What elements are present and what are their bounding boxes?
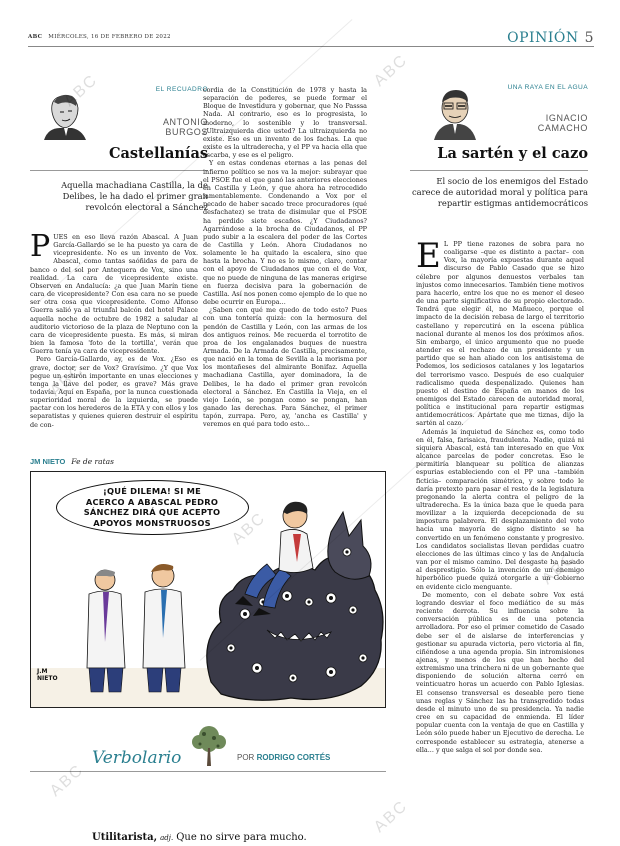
article-body-right [416, 236, 584, 754]
cartoon-label [30, 457, 114, 466]
watermark: ABC [370, 797, 412, 836]
tree-icon [188, 722, 230, 768]
section-name: OPINIÓN [507, 30, 579, 46]
byline-author: RODRIGO CORTÉS [256, 753, 331, 762]
dropcap-left: P [30, 229, 51, 264]
watermark: ABC [370, 51, 412, 90]
paragraph-text: UES en eso lleva razón Abascal. A Juan García-Gallardo se le ha puesto ya cara de vicepresidente. No es un invento de Vox. Abascal, como tantas saóñidas de para de banco o del sol por Antequera de Vox, sino una realidad. La cara de vicepresidente existe. Observen en Andalucía: ¿a que Juan Marín tiene cara de vicepresidente? Con esa cara no se puede ser otra cosa que vicepresidente. Como Alfonso Guerra salió ya al triunfal balcón del hotel Palace aquella noche de octubre de 1982 a saludar al auditorio victorioso de la plaza de Neptuno con la cara de vicepresidente puesta. Es más, si miran bien la famosa 'foto de la tortilla', verán que Guerra tenía ya cara de vicepresidente. [30, 233, 198, 356]
verbolario-word: Utilitarista, [92, 832, 158, 843]
article-title-left: Castellanías [108, 145, 208, 162]
author-last-right: CAMACHO [537, 123, 588, 133]
watermark: ABC [538, 549, 580, 588]
paragraph [416, 236, 584, 428]
article-body-left-col2 [203, 86, 367, 429]
paragraph: Pero García-Gallardo, ay, es de Vox. ¿Eso es grave, doctor, ser de Vox? Gravísimo. ¿Y que Vox pegue un estirón importante en unas elecciones y tenga la llave del poder, es grave? Más grave todavía. Aquí en España, por la nunca cuestionada superioridad moral de la izquierda, se puede pactar con los herederos de la ETA y con ellos y los separatistas y quienes quieren destruir el espíritu de con- [30, 355, 198, 429]
cartoon-panel [30, 471, 386, 708]
header-rule [28, 46, 594, 47]
dropcap-right: E [416, 236, 441, 276]
byline-label: POR [237, 753, 255, 762]
article-title-right: La sartén y el cazo [437, 145, 588, 162]
verbolario-byline [237, 753, 330, 762]
signature-line: J.M [37, 668, 48, 675]
author-last-left: BURGOS [165, 127, 208, 137]
paragraph-text: L PP tiene razones de sobra para no coaligarse –que es distinto a pactar– con Vox, la mayoría expuestas durante aquel discurso de Pablo Casado que se hizo célebre por algunos denuestos verbales tan injustos como innecesarios. También tiene motivos para hacerlo, entre los que no es menor el deseo de una parte significativa de su propio electorado. Tendrá que elegir él, no Mañueco, porque el impacto de la decisión rebasa de largo el territorio castellano y repercutirá en la escena pública nacional durante al menos los dos próximos años. Sin embargo, el único argumento que no puede atender es el rechazo de un presidente y un partido que se han aliado con los antisistema de Podemos, los sediciosos catalanes y los legatarios del terrorismo vasco. Después de eso cualquier radicalismo queda despenalizado. Quienes han puesto el destino de España en manos de los enemigos del Estado carecen de autoridad moral, política e institucional para repartir estigmas antidemocráticos. Apártate que me tiznas, dijo la sartén al cazo. [416, 240, 584, 428]
verbolario-title: Verbolario [92, 748, 182, 768]
verbolario-category: adj. [160, 834, 174, 842]
author-first-left: ANTONIO [162, 117, 208, 127]
speech-line: SÁNCHEZ DIRÁ QUE ACEPTO [83, 507, 221, 517]
page-number: 5 [584, 30, 594, 46]
article-subtitle-left: Aquella machadiana Castilla, la de Delibes, le ha dado el primer gran revolcón electoral a Sánchez [61, 180, 208, 212]
header-date: MIÉRCOLES, 16 DE FEBRERO DE 2022 [48, 34, 171, 40]
speech-line: ACERCO A ABASCAL PEDRO [85, 496, 219, 507]
title-rule-left [30, 170, 208, 171]
article-body-left-col1 [30, 229, 198, 429]
watermark: ABC [46, 361, 88, 400]
speech-text [77, 486, 227, 528]
title-rule-right [410, 170, 588, 171]
watermark: ABC [46, 761, 88, 800]
author-first-right: IGNACIO [545, 113, 588, 123]
signature-line: NIETO [37, 675, 58, 682]
column-kicker-right: UNA RAYA EN EL AGUA [507, 84, 588, 91]
speech-line: APOYOS MONSTRUOSOS [93, 517, 211, 528]
verbolario-definition [92, 832, 307, 843]
header-section [507, 30, 594, 46]
verbolario-meaning: Que no sirve para mucho. [176, 832, 307, 843]
cartoon-title: Fe de ratas [71, 457, 114, 466]
header-date-line [28, 34, 171, 40]
article-subtitle-right: El socio de los enemigos del Estado carece de autoridad moral y política para repartir estigmas antidemocráticos [411, 176, 588, 208]
header-brand: ABC [28, 34, 43, 40]
paragraph: De momento, con el debate sobre Vox está logrando desviar el foco mediático de su más reciente derrota. Su influencia sobre la conversación pública es de una potencia arrolladora. Por eso el primer cometido de Casado debe ser el de aislarse de interferencias y gestionar su apurada victoria, pero victoria al fin, ciñéndose a una agenda propia. Sin intromisiones ajenas, y menos de los que han hecho del extremismo una trinchera ni de un gobernante que disponiendo de solución alterna cerró en veinticuatro horas un acuerdo con Pablo Iglesias. El consenso transversal es deseable pero tiene unas reglas y Sánchez las ha transgredido todas desde el minuto uno de su presidencia. Ya nadie cree en su capacidad de enmienda. El líder popular cuenta con la ventaja de que en Castilla y León sólo puede haber un Ejecutivo de derecha. Le corresponde establecer su estrategia, atenerse a ella... y que salga el sol por donde sea. [416, 590, 584, 754]
author-portrait-camacho [428, 84, 482, 140]
paragraph: Además la inquietud de Sánchez es, como todo en él, falsa, farisaica, fraudulenta. Nadie, quizá ni siquiera Abascal, está tan interesado en que Vox alcance parcelas de poder concretas. Eso le permitiría blanquear su política de alianzas espurias estableciendo con el PP una –también ficticia– comparación simétrica, y sobre todo le daría pretexto para pasar el resto de la legislatura pregonando la alerta contra el peligro de la ultraderecha. Es la única baza que le queda para movilizar a la izquierda decepcionada de su impostura palabrera. El desplazamiento del voto hacia una mayoría de signo distinto se ha convertido en un fenómeno constante y progresivo. Los candidatos socialistas llevan perdidas cuatro elecciones de las últimas cinco y las de Andalucía van por el mismo camino. Del desgaste ha pasado al desprestigio. Sólo la invención de un enemigo hiperbólico puede quizá otorgarle a un Gobierno en evidente ciclo menguante. [416, 427, 584, 591]
paragraph: Y en estas condenas eternas a las penas del infierno político se nos va la mejor: subrayar que el PSOE fue el que ganó las anteriores elecciones en Castilla y León, y que ahora ha retrocedido lamentablemente. Condenando a Vox por el pecado de haber sacado trece procuradores (qué desfachatez) se trata de disimular que el PSOE ha perdido siete escaños. ¿Y Ciudadanos? Agarrándose a la brocha de Ciudadanos, el PP pudo subir a la escalera del poder de las Cortes de Castilla y León. Ahora Ciudadanos no solamente le ha quitado la escalera, sino que hasta la brocha. Y no es lo mismo, claro, contar con el apoyo de Ciudadanos que con el de Vox, que no puede de ninguna de las maneras erigirse en fuerza decisiva para la gobernación de Castilla. Así nos ponen como ejemplo de lo que no debe ocurrir en Europa... [203, 159, 367, 307]
cartoon-author: JM NIETO [30, 457, 66, 466]
cartoon-signature [37, 668, 58, 682]
speech-line: ¡QUÉ DILEMA! SI ME [103, 486, 201, 496]
verbolario-box [30, 722, 386, 778]
column-kicker-left: EL RECUADRO [155, 86, 208, 93]
paragraph: cordia de la Constitución de 1978 y hasta la separación de poderes, se puede formar el Bloque de Investidura y gobernar, que No Passsa Nada. Al contrario, eso es lo progresista, lo moderno, lo sostenible y lo transversal. ¿Ultraizquierda dice usted? La ultraizquierda no existe. Eso es un invento de los fachas. La que existe es la ultraderecha, y el PP va hacia ella que escarba, y ese es el peligro. [203, 86, 367, 160]
watermark: ABC [60, 71, 102, 110]
page-header [28, 0, 594, 46]
verbolario-rule [30, 771, 386, 772]
paragraph [30, 229, 198, 356]
author-name-left [118, 117, 208, 137]
paragraph: ¿Saben con qué me quedo de todo esto? Pues con una tontería quizá: con la hermosura del pendón de Castilla y León, con las armas de los dos antiguos reinos. Me recuerda el torrotito de proa de los engalanados buques de nuestra Armada. De la Armada de Castilla, precisamente, que nació en la toma de Sevilla a la morisma por los montañeses del almirante Bonifaz. Aquella machadiana Castilla, ayer dominadora, la de Delibes, le ha dado el primer gran revolcón electoral a Sánchez. En Castilla la Vieja, en el viejo León, se pongan como se pongan, han ganado las derechas. Para Sánchez, el primer tapón, zurrapa. Pero, ay, 'ancha es Castilla' y veremos en qué para todo esto... [203, 306, 367, 429]
author-name-right [490, 113, 588, 133]
author-portrait-burgos [38, 88, 90, 140]
